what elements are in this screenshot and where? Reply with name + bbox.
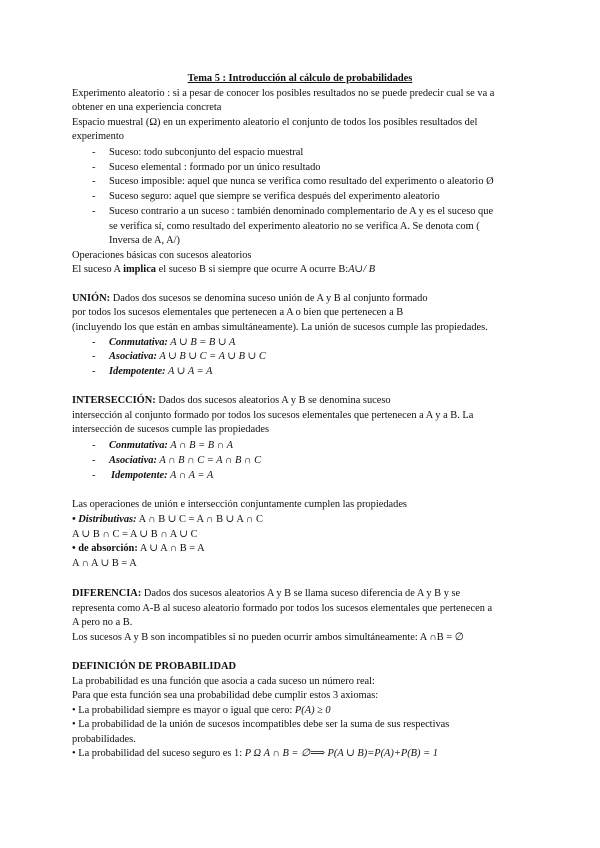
- axioma-2-line-2: probabilidades.: [72, 734, 136, 745]
- interseccion-line-1: INTERSECCIÓN: Dados dos sucesos aleatorios A y B se denomina suceso: [72, 395, 391, 406]
- espacio-line-2: experimento: [72, 131, 124, 142]
- probabilidad-line-1: La probabilidad es una función que asocia a cada suceso un número real:: [72, 676, 375, 687]
- experimento-line-1: Experimento aleatorio : si a pesar de conocer los posibles resultados no se puede predecir cual se va a: [72, 88, 495, 99]
- experimento-line-2: obtener en una experiencia concreta: [72, 102, 222, 113]
- page-title: Tema 5 : Introducción al cálculo de probabilidades: [187, 73, 413, 84]
- distributivas-line-2: A ∪ B ∩ C = A ∪ B ∩ A ∪ C: [72, 529, 198, 540]
- interseccion-line-3: intersección de sucesos cumple las propiedades: [72, 424, 270, 435]
- union-line-1: UNIÓN: Dados dos sucesos se denomina suceso unión de A y B al conjunto formado: [72, 293, 428, 304]
- interseccion-term: INTERSECCIÓN:: [72, 395, 156, 406]
- probabilidad-heading: DEFINICIÓN DE PROBABILIDAD: [72, 661, 236, 672]
- probabilidad-line-2: Para que esta función sea una probabilidad debe cumplir estos 3 axiomas:: [72, 690, 379, 701]
- diferencia-line-3: A pero no a B.: [72, 617, 133, 628]
- diferencia-term: DIFERENCIA:: [72, 588, 142, 599]
- interseccion-line-2: intersección al conjunto formado por todos los sucesos elementales que pertenecen a A y a B. La: [72, 410, 474, 421]
- diferencia-line-1: DIFERENCIA: Dados dos sucesos aleatorios A y B se llama suceso diferencia de A y B y se: [72, 588, 461, 599]
- axioma-3: • La probabilidad del suceso seguro es 1: P Ω A ∩ B = ∅⟹ P(A ∪ B)=P(A)+P(B) = 1: [72, 748, 438, 759]
- diferencia-line-2: representa como A-B al suceso aleatorio formado por todos los sucesos elementales que pertenecen a: [72, 603, 493, 614]
- operaciones-line: Operaciones básicas con sucesos aleatorios: [72, 250, 252, 261]
- distributivas-line-1: • Distributivas: A ∩ B ∪ C = A ∩ B ∪ A ∩ C: [72, 514, 263, 525]
- implica-line: El suceso A implica el suceso B si siempre que ocurre A ocurre B:A∪/ B: [72, 264, 376, 275]
- conjuntas-intro: Las operaciones de unión e intersección conjuntamente cumplen las propiedades: [72, 499, 407, 510]
- espacio-line-1: Espacio muestral (Ω) en un experimento aleatorio el conjunto de todos los posibles resultados del: [72, 117, 478, 128]
- union-line-3: (incluyendo los que están en ambas simultáneamente). La unión de sucesos cumple las propiedades.: [72, 322, 488, 333]
- axioma-1: • La probabilidad siempre es mayor o igual que cero: P(A) ≥ 0: [72, 705, 331, 716]
- union-line-2: por todos los sucesos elementales que pertenecen a A o bien que pertenecen a B: [72, 307, 404, 318]
- union-term: UNIÓN:: [72, 293, 111, 304]
- axioma-2-line-1: • La probabilidad de la unión de sucesos incompatibles debe ser la suma de sus respectivas: [72, 719, 450, 730]
- incompatibles-line: Los sucesos A y B son incompatibles si no pueden ocurrir ambos simultáneamente: A ∩B = ∅: [72, 632, 464, 643]
- absorcion-line-1: • de absorción: A ∪ A ∩ B = A: [72, 543, 205, 554]
- document-page: Tema 5 : Introducción al cálculo de probabilidades Experimento aleatorio : si a pesar de conocer los posibles resultados no se puede predecir cual se va a obtener en una experiencia concreta Espacio muestral (Ω) en un experimento aleatorio el conjunto de todos los posibles resultados del experimento - Suceso: todo subconjunto del espacio muestral - Suceso elemental : formado por un único resultado - Suceso imposible: aquel que nunca se verifica como resultado del experimento o aleatorio Ø - Suceso seguro: aquel que siempre se verifica después del experimento aleatorio - Suceso contrario a un suceso : también denominado complementario de A y es el suceso que se verifica sí, como resultado del experimento aleatorio no se verifica A. Se denota com ( Inversa de A, A/) Operaciones básicas con sucesos aleatorios El suceso A implica el suceso B si siempre que ocurre A ocurre B:A∪/ B UNIÓN: Dados dos sucesos se denomina suceso unión de A y B al conjunto formado por todos los sucesos elementales que pertenecen a A o bien que pertenecen a B (incluyendo los que están en ambas simultáneamente). La unión de sucesos cumple las propiedades. - Conmutativa: A ∪ B = B ∪ A - Asociativa: A ∪ B ∪ C = A ∪ B ∪ C - Idempotente: A ∪ A = A INTERSECCIÓN: Dados dos sucesos aleatorios A y B se denomina suceso intersección al conjunto formado por todos los sucesos elementales que pertenecen a A y a B. La intersección de sucesos cumple las propiedades - Conmutativa: A ∩ B = B ∩ A - Asociativa: A ∩ B ∩ C = A ∩ B ∩ C - Idempotente: A ∩ A = A Las operaciones de unión e intersección conjuntamente cumplen las propiedades • Distributivas: A ∩ B ∪ C = A ∩ B ∪ A ∩ C A ∪ B ∩ C = A ∪ B ∩ A ∪ C • de absorción: A ∪ A ∩ B = A A ∩ A ∪ B = A DIFERENCIA: Dados dos sucesos aleatorios A y B se llama suceso diferencia de A y B y se representa como A-B al suceso aleatorio formado por todos los sucesos elementales que pertenecen a A pero no a B. Los sucesos A y B son incompatibles si no pueden ocurrir ambos simultáneamente: A ∩B = ∅ DEFINICIÓN DE PROBABILIDAD La probabilidad es una función que asocia a cada suceso un número real: Para que esta función sea una probabilidad debe cumplir estos 3 axiomas: • La probabilidad siempre es mayor o igual que cero: P(A) ≥ 0 • La probabilidad de la unión de sucesos incompatibles debe ser la suma de sus respectivas probabilidades. • La probabilidad del suceso seguro es 1: P Ω A ∩ B = ∅⟹ P(A ∪ B)=P(A)+P(B) = 1: [0, 0, 600, 848]
- absorcion-line-2: A ∩ A ∪ B = A: [72, 558, 137, 569]
